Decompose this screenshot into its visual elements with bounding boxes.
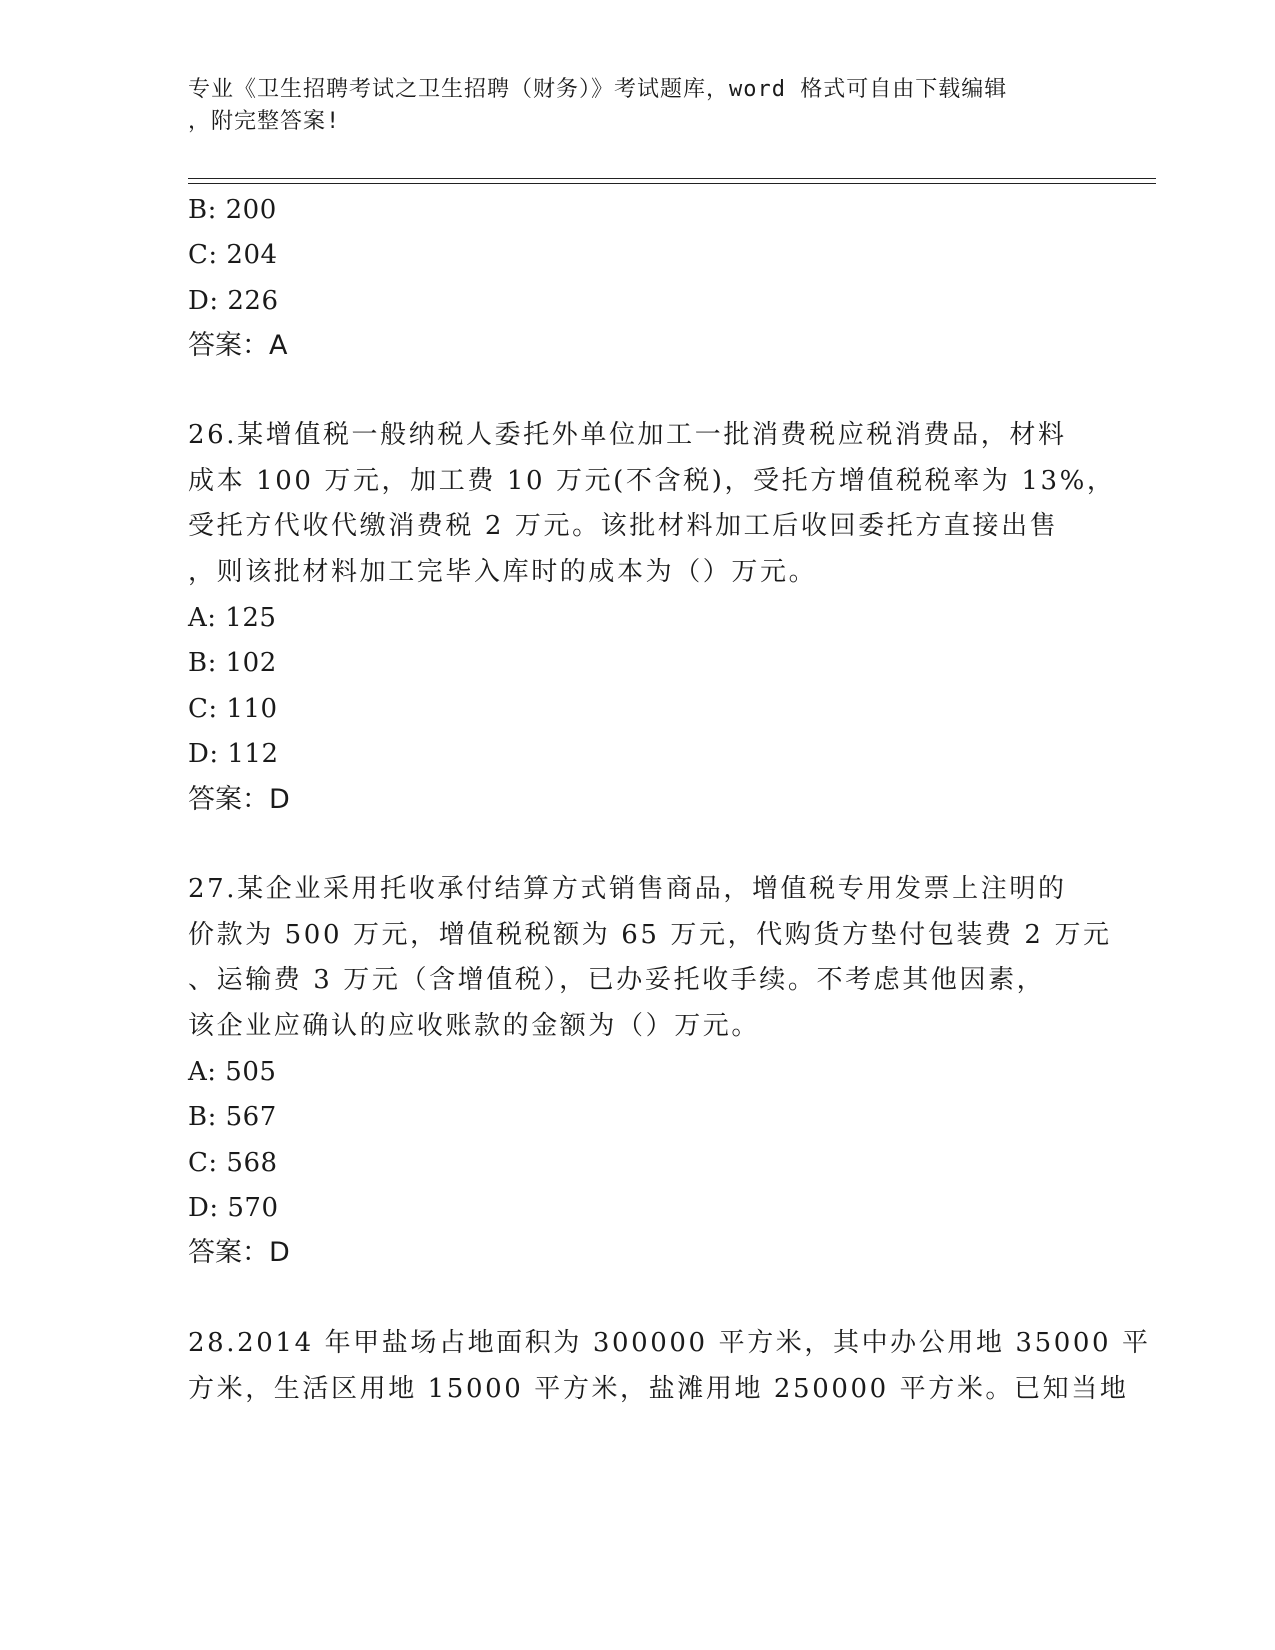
question-line: 受托方代收代缴消费税 2 万元。该批材料加工后收回委托方直接出售 <box>188 511 1059 541</box>
question-line: 26.某增值税一般纳税人委托外单位加工一批消费税应税消费品，材料 <box>188 420 1067 450</box>
option-b: B: 200 <box>188 195 277 225</box>
question-line: 价款为 500 万元，增值税税额为 65 万元，代购货方垫付包装费 2 万元 <box>188 919 1112 950</box>
option-d: D: 112 <box>188 739 279 769</box>
option-d: D: 226 <box>188 286 279 316</box>
option-d: D: 570 <box>188 1193 279 1223</box>
option-c: C: 110 <box>188 694 278 724</box>
question-line: 、运输费 3 万元（含增值税），已办妥托收手续。不考虑其他因素， <box>188 965 1046 995</box>
question-line: 该企业应确认的应收账款的金额为（）万元。 <box>188 1010 761 1041</box>
header-divider <box>188 183 1156 184</box>
question-27 <box>188 867 1112 1049</box>
question-line: ，则该批材料加工完毕入库时的成本为（）万元。 <box>188 556 818 587</box>
option-b: B: 102 <box>188 648 277 678</box>
header-line: 专业《卫生招聘考试之卫生招聘（财务）》考试题库，word 格式可自由下载编辑 <box>188 77 1008 102</box>
question-line: 28.2014 年甲盐场占地面积为 300000 平方米，其中办公用地 35000 平 <box>188 1328 1151 1358</box>
option-a: A: 125 <box>188 603 277 633</box>
document-header <box>188 74 1068 138</box>
header-divider <box>188 178 1156 179</box>
header-line: ，附完整答案! <box>188 109 341 134</box>
answer: 答案：D <box>188 1237 290 1268</box>
question-line: 方米，生活区用地 15000 平方米，盐滩用地 250000 平方米。已知当地 <box>188 1373 1129 1404</box>
question-line: 27.某企业采用托收承付结算方式销售商品，增值税专用发票上注明的 <box>188 874 1067 904</box>
answer: 答案：A <box>188 330 288 361</box>
option-c: C: 204 <box>188 240 278 270</box>
option-c: C: 568 <box>188 1148 278 1178</box>
question-28 <box>188 1321 1151 1412</box>
question-line: 成本 100 万元，加工费 10 万元(不含税)，受托方增值税税率为 13%， <box>188 465 1116 496</box>
question-26 <box>188 413 1116 595</box>
answer: 答案：D <box>188 784 290 815</box>
option-b: B: 567 <box>188 1102 277 1132</box>
option-a: A: 505 <box>188 1057 277 1087</box>
